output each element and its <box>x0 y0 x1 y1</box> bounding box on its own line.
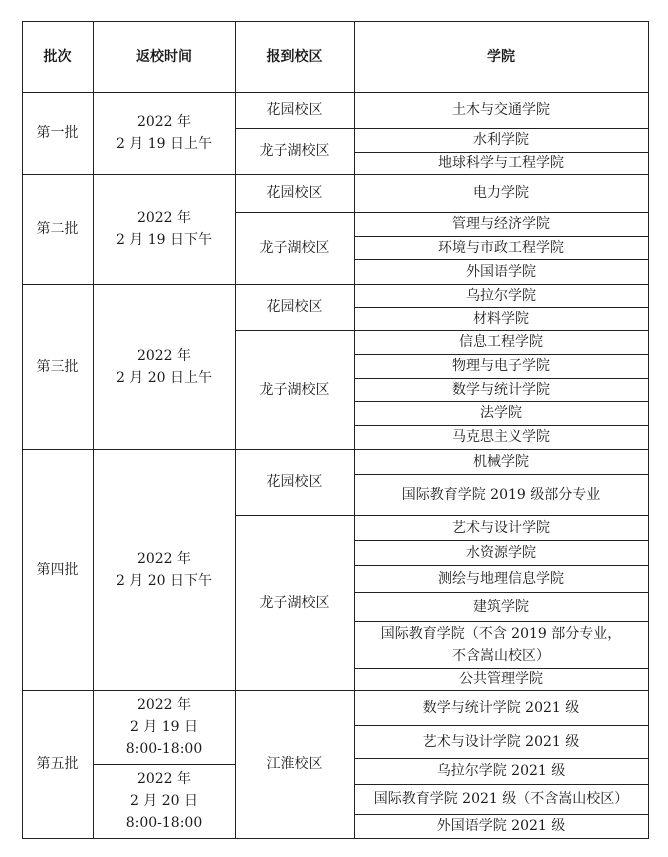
time-year: 2022 年 <box>136 210 192 226</box>
time-year: 2022 年 <box>136 550 192 567</box>
college-name: 国际教育学院 2019 级部分专业 <box>401 486 601 503</box>
time-date: 2 月 20 日上午 <box>115 369 213 386</box>
college-name: 环境与市政工程学院 <box>438 239 564 256</box>
college-name: 乌拉尔学院 2021 级 <box>436 763 566 779</box>
campus-name: 花园校区 <box>266 299 323 315</box>
time-hours: 8:00-18:00 <box>125 815 203 831</box>
college-name: 材料学院 <box>473 310 529 327</box>
college-name: 公共管理学院 <box>459 671 543 687</box>
college-name: 管理与经济学院 <box>452 216 550 232</box>
campus-name: 龙子湖校区 <box>259 594 330 611</box>
return-time <box>93 174 235 284</box>
college-name: 乌拉尔学院 <box>466 287 536 304</box>
batch-name: 第一批 <box>36 125 79 141</box>
header-college: 学院 <box>487 48 515 65</box>
college-name: 艺术与设计学院 2021 级 <box>422 733 580 750</box>
college-name <box>354 621 648 668</box>
campus-name: 花园校区 <box>266 474 323 490</box>
header-campus: 报到校区 <box>266 48 323 65</box>
college-name: 法学院 <box>480 405 522 421</box>
return-time <box>93 690 235 764</box>
batch-name: 第二批 <box>36 221 79 237</box>
time-year: 2022 年 <box>136 114 192 130</box>
college-name: 物理与电子学院 <box>452 358 550 374</box>
return-time <box>93 92 235 174</box>
batch-name: 第四批 <box>36 561 79 578</box>
return-time <box>93 764 235 838</box>
college-name-line: 国际教育学院（不含 2019 部分专业， <box>380 625 622 642</box>
college-name: 机械学院 <box>473 453 529 470</box>
header-batch: 批次 <box>43 48 72 65</box>
campus-name: 江淮校区 <box>266 756 323 772</box>
time-hours: 8:00-18:00 <box>125 741 203 757</box>
college-name: 电力学院 <box>473 185 529 201</box>
campus-name: 花园校区 <box>266 102 323 118</box>
college-name: 马克思主义学院 <box>452 429 550 445</box>
time-date: 2 月 19 日上午 <box>115 136 213 152</box>
time-date: 2 月 20 日 <box>129 793 199 809</box>
college-name: 艺术与设计学院 <box>452 519 550 536</box>
college-name: 数学与统计学院 <box>452 381 550 398</box>
college-name: 测绘与地理信息学院 <box>438 570 564 587</box>
campus-name: 龙子湖校区 <box>259 381 330 398</box>
campus-name: 龙子湖校区 <box>259 143 330 159</box>
college-name: 信息工程学院 <box>459 334 543 350</box>
campus-name: 龙子湖校区 <box>259 240 330 256</box>
batch-name: 第三批 <box>36 358 79 375</box>
college-name: 水资源学院 <box>466 544 536 561</box>
college-name: 国际教育学院 2021 级（不含嵩山校区） <box>373 791 629 807</box>
batch-name: 第五批 <box>36 756 79 772</box>
college-name: 外国语学院 2021 级 <box>436 818 566 834</box>
return-time <box>93 284 235 449</box>
time-year: 2022 年 <box>136 697 192 713</box>
college-name: 水利学院 <box>473 132 529 148</box>
college-name: 地球科学与工程学院 <box>438 155 564 171</box>
college-name: 建筑学院 <box>473 598 529 615</box>
college-name-line: 不含嵩山校区） <box>452 647 550 664</box>
time-year: 2022 年 <box>136 347 192 364</box>
time-date: 2 月 20 日下午 <box>115 572 213 589</box>
time-year: 2022 年 <box>136 771 192 787</box>
return-time <box>93 449 235 690</box>
campus-name: 花园校区 <box>266 185 323 201</box>
time-date: 2 月 19 日下午 <box>115 232 213 248</box>
header-return-time: 返校时间 <box>136 48 192 65</box>
college-name: 土木与交通学院 <box>452 102 550 118</box>
college-name: 数学与统计学院 2021 级 <box>422 699 580 716</box>
college-name: 外国语学院 <box>466 263 536 280</box>
time-date: 2 月 19 日 <box>129 719 199 735</box>
